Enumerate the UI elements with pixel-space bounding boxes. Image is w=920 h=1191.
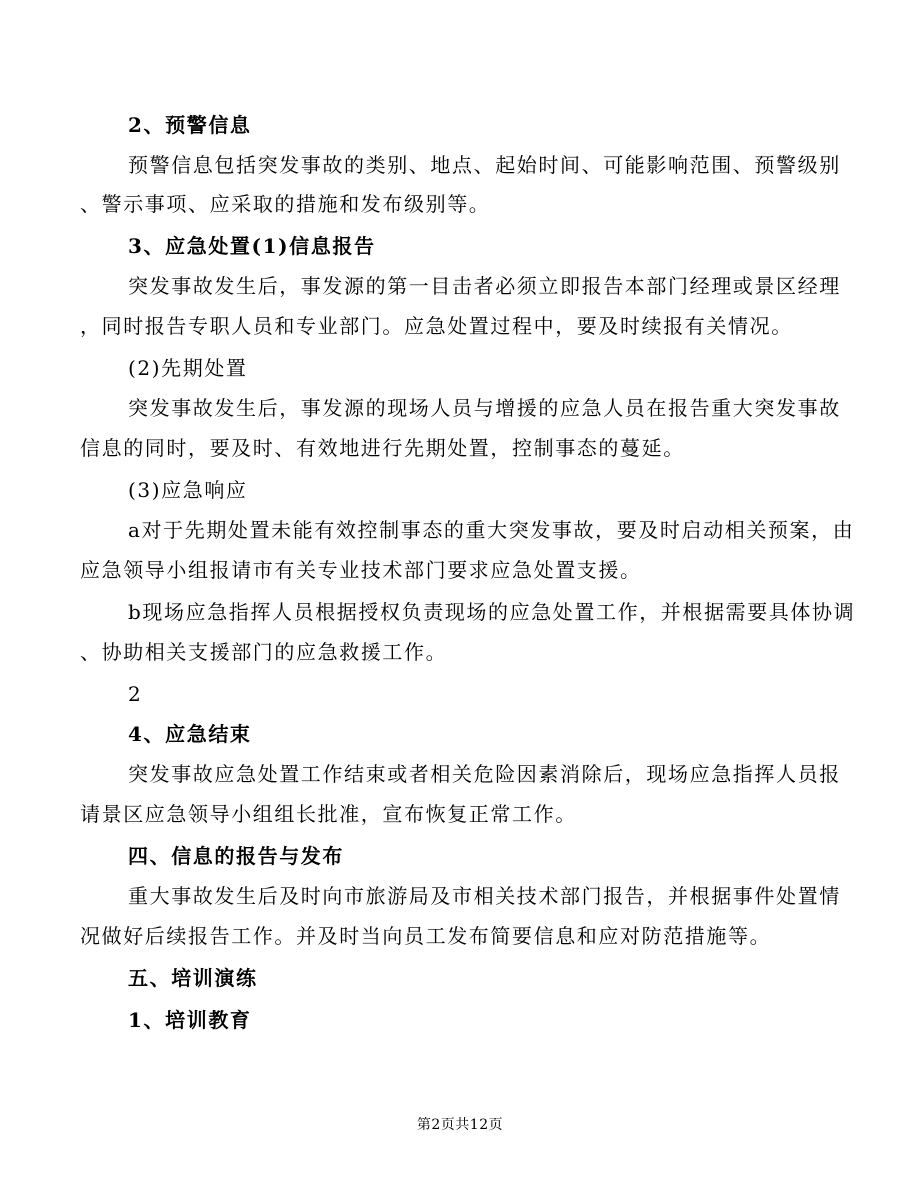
section-heading-emergency-end: 4、应急结束 <box>128 722 252 746</box>
paragraph-line: 突发事故发生后，事发源的第一目击者必须立即报告本部门经理或景区经理 <box>128 274 841 298</box>
paragraph-line: b现场应急指挥人员根据授权负责现场的应急处置工作，并根据需要具体协调 <box>128 600 856 624</box>
section-heading-early-warning-info: 2、预警信息 <box>128 113 252 137</box>
section-heading-reporting-release: 四、信息的报告与发布 <box>128 844 344 868</box>
subheading-emergency-response: (3)应急响应 <box>128 478 248 502</box>
paragraph-line: 信息的同时，要及时、有效地进行先期处置，控制事态的蔓延。 <box>80 436 685 460</box>
section-heading-emergency-handling: 3、应急处置(1)信息报告 <box>128 234 376 258</box>
subheading-initial-handling: (2)先期处置 <box>128 356 248 380</box>
paragraph-line: 况做好后续报告工作。并及时当向员工发布简要信息和应对防范措施等。 <box>80 924 772 948</box>
paragraph-line: ，同时报告专职人员和专业部门。应急处置过程中，要及时续报有关情况。 <box>80 314 793 338</box>
paragraph-line: 突发事故应急处置工作结束或者相关危险因素消除后，现场应急指挥人员报 <box>128 762 841 786</box>
paragraph-line: 应急领导小组报请市有关专业技术部门要求应急处置支援。 <box>80 558 642 582</box>
paragraph-line: 突发事故发生后，事发源的现场人员与增援的应急人员在报告重大突发事故 <box>128 396 841 420</box>
inline-number: 2 <box>128 682 143 706</box>
section-heading-training-drill: 五、培训演练 <box>128 966 258 990</box>
paragraph-line: 预警信息包括突发事故的类别、地点、起始时间、可能影响范围、预警级别 <box>128 153 841 177</box>
page-number-footer: 第2页共12页 <box>416 1117 504 1133</box>
paragraph-line: 请景区应急领导小组组长批准，宣布恢复正常工作。 <box>80 802 577 826</box>
paragraph-line: a对于先期处置未能有效控制事态的重大突发事故，要及时启动相关预案，由 <box>128 518 855 542</box>
section-heading-training-education: 1、培训教育 <box>128 1008 252 1032</box>
paragraph-line: 、协助相关支援部门的应急救援工作。 <box>80 640 448 664</box>
paragraph-line: 、警示事项、应采取的措施和发布级别等。 <box>80 192 491 216</box>
paragraph-line: 重大事故发生后及时向市旅游局及市相关技术部门报告，并根据事件处置情 <box>128 884 841 908</box>
